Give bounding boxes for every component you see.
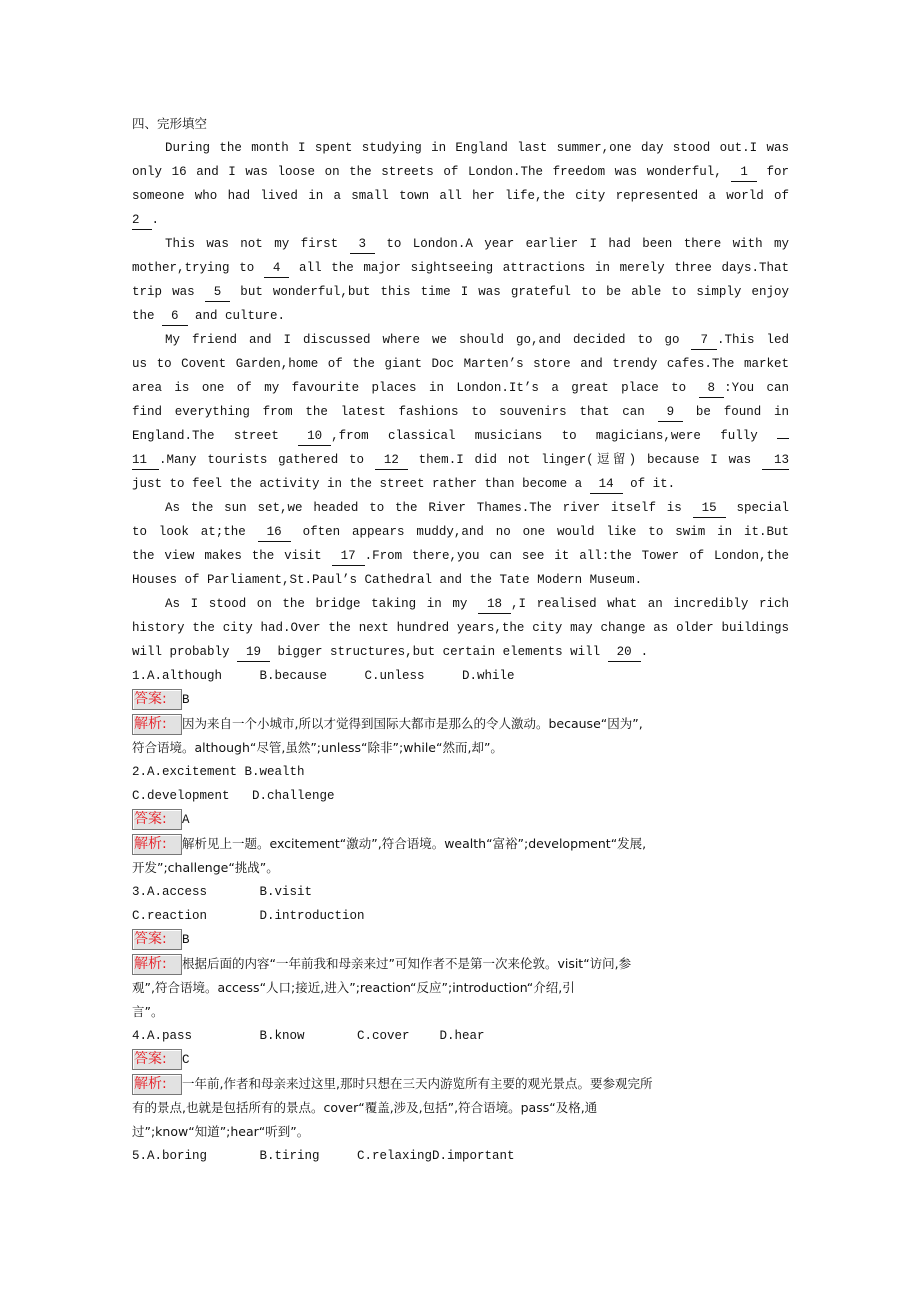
- analysis-line: [132, 712, 789, 736]
- analysis-line: [132, 952, 789, 976]
- answer-value: B: [182, 693, 190, 707]
- passage-text: be found in: [683, 405, 789, 419]
- analysis-line: [132, 1072, 789, 1096]
- passage-line: [132, 352, 789, 376]
- question-options: C.development D.challenge: [132, 789, 335, 803]
- question-options: 5.A.boring B.tiring C.relaxingD.important: [132, 1149, 515, 1163]
- passage-text: to London.A year earlier I had been there with my: [375, 237, 789, 251]
- passage-line: [132, 328, 789, 352]
- analysis-text: 有的景点,也就是包括所有的景点。cover“覆盖,涉及,包括”,符合语境。pass“及格,通: [132, 1100, 598, 1115]
- passage-line: [132, 304, 789, 328]
- passage-line: [132, 280, 789, 304]
- analysis-text: 开发”;challenge“挑战”。: [132, 860, 279, 875]
- answer-label: 答案:: [132, 809, 182, 830]
- analysis-line: [132, 1000, 789, 1024]
- blank-12: 12: [375, 452, 408, 470]
- passage-text: special: [725, 501, 789, 515]
- passage-text: for: [756, 165, 789, 179]
- section-title: 四、完形填空: [132, 116, 208, 131]
- blank-7: 7: [691, 332, 717, 350]
- passage-text: England.The street: [132, 429, 299, 443]
- passage-line: [132, 256, 789, 280]
- blank-3: 3: [350, 236, 376, 254]
- blank-19: 19: [237, 644, 270, 662]
- passage-text: often appears muddy,and no one would like to swim in it.But: [290, 525, 789, 539]
- question-options: C.reaction D.introduction: [132, 909, 365, 923]
- answer-value: A: [182, 813, 190, 827]
- blank-16: 16: [258, 524, 291, 542]
- blank-4: 4: [264, 260, 290, 278]
- passage-text: .Many tourists gathered to: [159, 453, 375, 467]
- answer-label: 答案:: [132, 1049, 182, 1070]
- passage-text: but wonderful,but this time I was grateful to be able to simply enjoy: [230, 285, 789, 299]
- passage-line: [132, 208, 789, 232]
- passage-text: .: [151, 213, 160, 227]
- passage-text: area is one of my favourite places in London.It’s a great place to: [132, 381, 699, 395]
- analysis-text: 观”,符合语境。access“人口;接近,进入”;reaction“反应”;introduction“介绍,引: [132, 980, 575, 995]
- passage-text: .This led: [717, 333, 789, 347]
- blank-8: 8: [699, 380, 725, 398]
- passage-text: Houses of Parliament,St.Paul’s Cathedral and the Tate Modern Museum.: [132, 573, 643, 587]
- blank-15: 15: [693, 500, 726, 518]
- blank-2: 2: [132, 212, 152, 230]
- passage-text: mother,trying to: [132, 261, 264, 275]
- passage-line: [132, 568, 789, 592]
- passage-line: [132, 448, 789, 472]
- blank-5: 5: [205, 284, 231, 302]
- analysis-text: 过”;know“知道”;hear“听到”。: [132, 1124, 310, 1139]
- passage-text: .From there,you can see it all:the Tower of London,the: [364, 549, 789, 563]
- analysis-text: 根据后面的内容“一年前我和母亲来过”可知作者不是第一次来伦敦。visit“访问,参: [182, 956, 632, 971]
- passage-text: just to feel the activity in the street rather than become a: [132, 477, 590, 491]
- passage-line: [132, 520, 789, 544]
- analysis-text: 符合语境。although“尽管,虽然”;unless“除非”;while“然而,却”。: [132, 740, 503, 755]
- answer-value: B: [182, 933, 190, 947]
- passage-text: and culture.: [187, 309, 286, 323]
- passage-line: [132, 400, 789, 424]
- answer-value: C: [182, 1053, 190, 1067]
- question-options: 3.A.access B.visit: [132, 885, 313, 899]
- passage-text: trip was: [132, 285, 205, 299]
- passage-text: only 16 and I was loose on the streets of London.The freedom was wonderful,: [132, 165, 732, 179]
- blank-continued: 13: [762, 452, 789, 470]
- passage-line: [132, 232, 789, 256]
- blank-11: 11: [132, 452, 159, 470]
- blank-20: 20: [608, 644, 641, 662]
- passage-text: of it.: [622, 477, 676, 491]
- answer-row: [132, 928, 789, 952]
- passage-line: [132, 544, 789, 568]
- cloze-passage: [132, 136, 789, 664]
- blank-10: 10: [298, 428, 331, 446]
- passage-text: During the month I spent studying in England last summer,one day stood out.I was: [165, 141, 789, 155]
- passage-text: the: [132, 309, 163, 323]
- passage-text: to look at;the: [132, 525, 258, 539]
- answer-label: 答案:: [132, 689, 182, 710]
- passage-line: [132, 616, 789, 640]
- passage-text: all the major sightseeing attractions in merely three days.That: [289, 261, 789, 275]
- passage-line: [132, 184, 789, 208]
- passage-text: the view makes the visit: [132, 549, 332, 563]
- analysis-line: [132, 832, 789, 856]
- passage-text: bigger structures,but certain elements will: [270, 645, 608, 659]
- passage-text: :You can: [724, 381, 789, 395]
- passage-text: history the city had.Over the next hundred years,the city may change as older buildings: [132, 621, 789, 635]
- analysis-label: 解析:: [132, 954, 182, 975]
- blank-18: 18: [478, 596, 511, 614]
- passage-line: [132, 592, 789, 616]
- question-options: 4.A.pass B.know C.cover D.hear: [132, 1029, 485, 1043]
- passage-line: [132, 496, 789, 520]
- analysis-line: [132, 976, 789, 1000]
- passage-text: ,from classical musicians to magicians,were fully: [331, 429, 777, 443]
- passage-line: [132, 640, 789, 664]
- passage-line: [132, 424, 789, 448]
- blank-1: 1: [731, 164, 757, 182]
- answer-row: [132, 1048, 789, 1072]
- passage-text: .: [640, 645, 649, 659]
- answer-row: [132, 808, 789, 832]
- analysis-line: [132, 736, 789, 760]
- passage-line: [132, 376, 789, 400]
- question-options: 1.A.although B.because C.unless D.while: [132, 669, 515, 683]
- passage-text: someone who had lived in a small town all her life,the city represented a world of: [132, 189, 789, 203]
- passage-text: As the sun set,we headed to the River Thames.The river itself is: [165, 501, 693, 515]
- answer-row: [132, 688, 789, 712]
- passage-line: [132, 472, 789, 496]
- blank-17: 17: [332, 548, 365, 566]
- passage-text: us to Covent Garden,home of the giant Doc Marten’s store and trendy cafes.The market: [132, 357, 789, 371]
- document-page: [132, 112, 789, 1168]
- blank-continued: [777, 438, 789, 439]
- analysis-label: 解析:: [132, 834, 182, 855]
- passage-line: [132, 136, 789, 160]
- question-options: 2.A.excitement B.wealth: [132, 765, 305, 779]
- passage-text: find everything from the latest fashions to souvenirs that can: [132, 405, 658, 419]
- blank-6: 6: [162, 308, 188, 326]
- passage-text: As I stood on the bridge taking in my: [165, 597, 478, 611]
- analysis-label: 解析:: [132, 714, 182, 735]
- analysis-line: [132, 856, 789, 880]
- blank-14: 14: [590, 476, 623, 494]
- passage-text: ,I realised what an incredibly rich: [510, 597, 789, 611]
- analysis-line: [132, 1096, 789, 1120]
- answer-label: 答案:: [132, 929, 182, 950]
- passage-text: This was not my first: [165, 237, 350, 251]
- passage-text: them.I did not linger(逗留) because I was: [407, 453, 762, 467]
- analysis-text: 解析见上一题。excitement“激动”,符合语境。wealth“富裕”;development“发展,: [182, 836, 647, 851]
- analysis-text: 一年前,作者和母亲来过这里,那时只想在三天内游览所有主要的观光景点。要参观完所: [182, 1076, 653, 1091]
- analysis-line: [132, 1120, 789, 1144]
- passage-text: My friend and I discussed where we should go,and decided to go: [165, 333, 692, 347]
- passage-line: [132, 160, 789, 184]
- analysis-text: 言”。: [132, 1004, 164, 1019]
- analysis-label: 解析:: [132, 1074, 182, 1095]
- blank-9: 9: [658, 404, 684, 422]
- analysis-text: 因为来自一个小城市,所以才觉得到国际大都市是那么的令人激动。because“因为”,: [182, 716, 643, 731]
- question-list: [132, 664, 789, 1168]
- passage-text: will probably: [132, 645, 238, 659]
